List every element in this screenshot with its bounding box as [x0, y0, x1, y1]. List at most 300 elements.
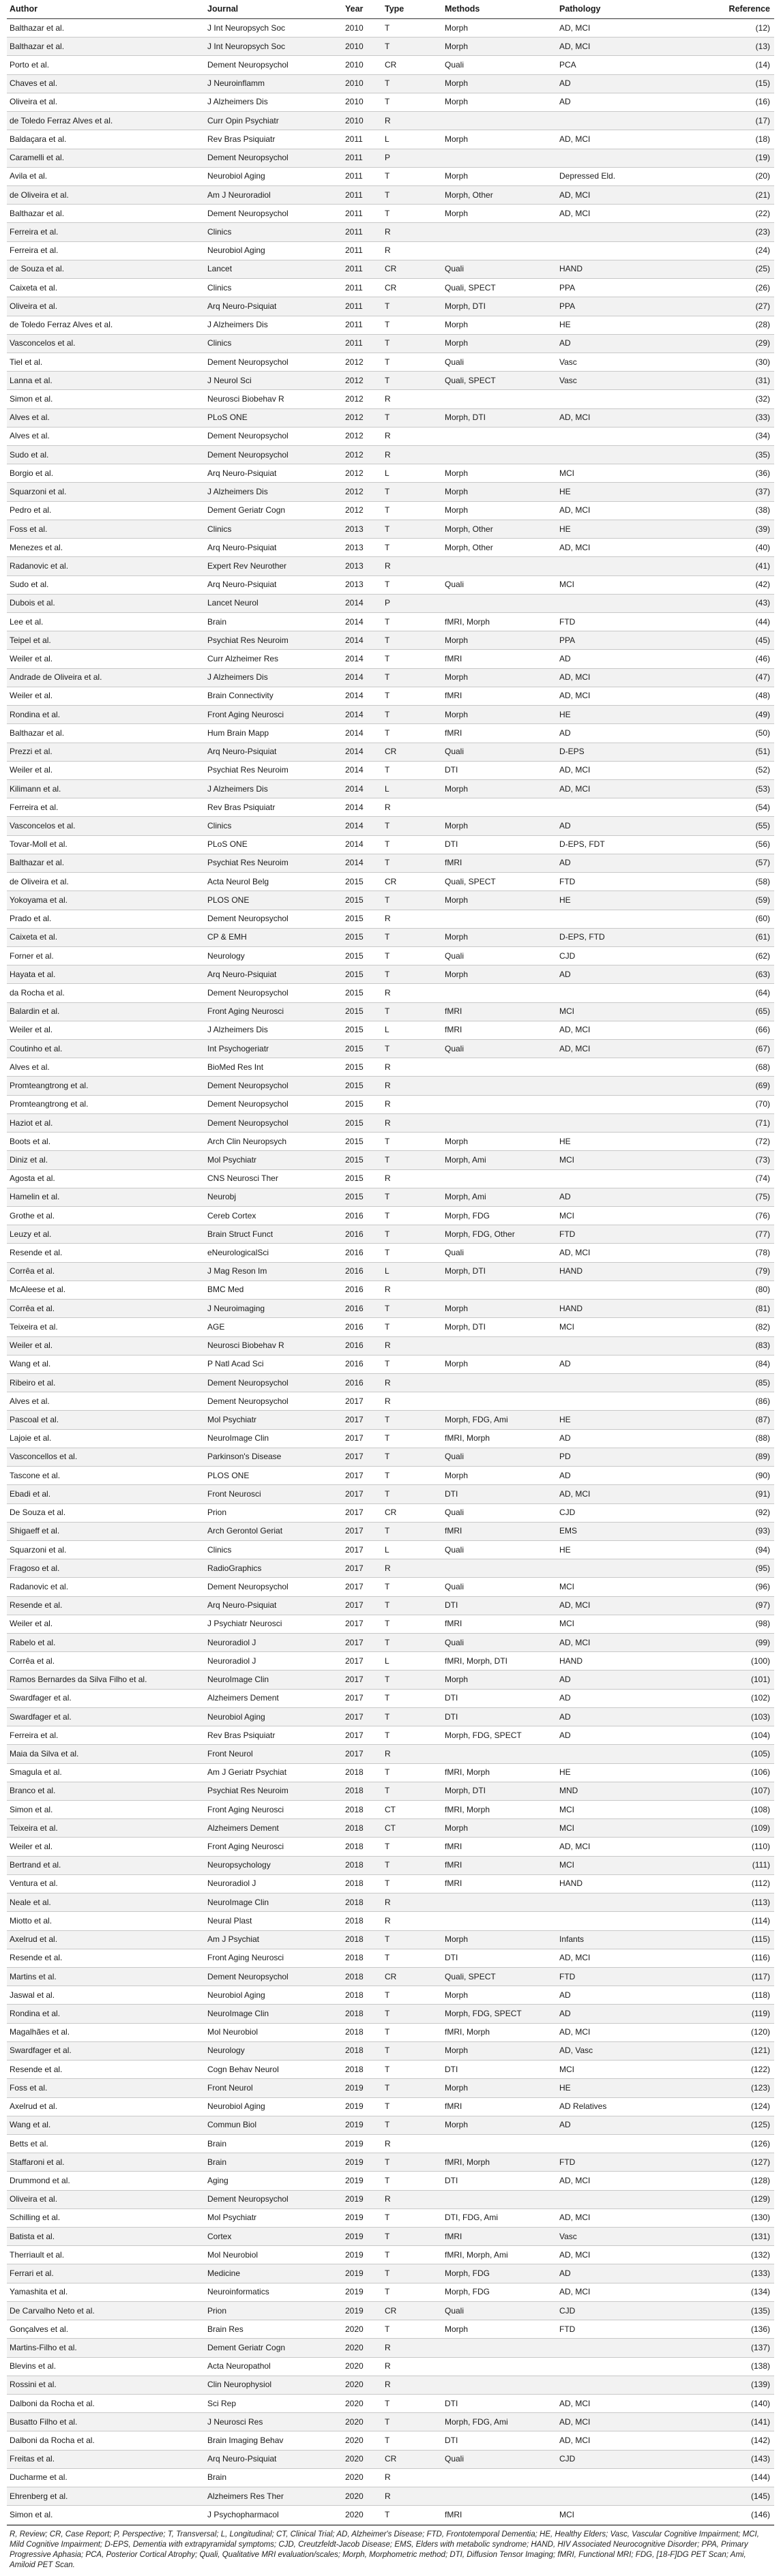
cell-author: Yamashita et al.: [7, 2283, 205, 2301]
cell-author: Agosta et al.: [7, 1169, 205, 1188]
cell-author: Swardfager et al.: [7, 2041, 205, 2060]
cell-reference: (77): [692, 1225, 774, 1244]
table-row: [7, 910, 774, 928]
cell-year: 2017: [342, 1467, 382, 1485]
table-row: [7, 297, 774, 316]
table-row: [7, 1726, 774, 1745]
cell-year: 2016: [342, 1244, 382, 1262]
cell-pathology: AD, MCI: [557, 1634, 692, 1652]
cell-type: CR: [382, 56, 442, 74]
cell-type: R: [382, 1745, 442, 1763]
cell-year: 2018: [342, 1819, 382, 1838]
table-row: [7, 2023, 774, 2041]
cell-author: Porto et al.: [7, 56, 205, 74]
cell-journal: CNS Neurosci Ther: [205, 1169, 342, 1188]
table-row: [7, 2283, 774, 2301]
cell-pathology: [557, 1280, 692, 1299]
cell-type: T: [382, 2395, 442, 2413]
cell-journal: PLOS ONE: [205, 1467, 342, 1485]
cell-year: 2019: [342, 2153, 382, 2172]
cell-reference: (129): [692, 2190, 774, 2208]
table-row: [7, 223, 774, 241]
cell-methods: Morph, FDG: [442, 1207, 557, 1225]
cell-journal: Front Aging Neurosci: [205, 1838, 342, 1856]
cell-author: Schilling et al.: [7, 2208, 205, 2227]
cell-journal: RadioGraphics: [205, 1559, 342, 1578]
cell-author: Borgio et al.: [7, 464, 205, 483]
cell-type: T: [382, 205, 442, 223]
cell-author: Grothe et al.: [7, 1207, 205, 1225]
cell-author: Ehrenberg et al.: [7, 2487, 205, 2506]
cell-year: 2011: [342, 316, 382, 334]
cell-methods: Morph: [442, 483, 557, 501]
cell-journal: Front Aging Neurosci: [205, 1801, 342, 1819]
cell-reference: (78): [692, 1244, 774, 1262]
cell-author: Weiler et al.: [7, 1838, 205, 1856]
table-row: [7, 2487, 774, 2506]
cell-reference: (57): [692, 854, 774, 872]
cell-year: 2016: [342, 1207, 382, 1225]
cell-author: Miotto et al.: [7, 1912, 205, 1930]
cell-author: De Souza et al.: [7, 1503, 205, 1522]
cell-methods: DTI: [442, 1689, 557, 1707]
table-row: [7, 2413, 774, 2431]
cell-type: T: [382, 1002, 442, 1021]
cell-methods: Morph: [442, 1671, 557, 1689]
cell-methods: DTI: [442, 1707, 557, 1726]
header-methods: Methods: [442, 0, 557, 19]
cell-reference: (24): [692, 241, 774, 260]
cell-pathology: [557, 112, 692, 130]
cell-author: Baldaçara et al.: [7, 130, 205, 149]
cell-reference: (132): [692, 2246, 774, 2264]
table-row: [7, 743, 774, 761]
cell-author: Ferreira et al.: [7, 798, 205, 817]
cell-year: 2019: [342, 2079, 382, 2097]
cell-journal: Neuroradiol J: [205, 1874, 342, 1893]
cell-year: 2017: [342, 1448, 382, 1466]
cell-reference: (83): [692, 1336, 774, 1355]
cell-author: Haziot et al.: [7, 1113, 205, 1132]
cell-year: 2019: [342, 2246, 382, 2264]
cell-author: Dubois et al.: [7, 594, 205, 612]
cell-author: Coutinho et al.: [7, 1040, 205, 1058]
cell-methods: [442, 1745, 557, 1763]
cell-type: T: [382, 1225, 442, 1244]
cell-pathology: AD, MCI: [557, 2413, 692, 2431]
cell-methods: Morph: [442, 668, 557, 687]
cell-type: T: [382, 1318, 442, 1336]
cell-reference: (104): [692, 1726, 774, 1745]
cell-pathology: MCI: [557, 1801, 692, 1819]
cell-year: 2015: [342, 1058, 382, 1077]
cell-methods: Morph: [442, 1930, 557, 1949]
cell-author: Freitas et al.: [7, 2450, 205, 2468]
cell-pathology: MCI: [557, 575, 692, 594]
cell-author: Vasconcelos et al.: [7, 817, 205, 835]
cell-journal: Neurobiol Aging: [205, 1707, 342, 1726]
cell-year: 2018: [342, 1930, 382, 1949]
cell-author: Squarzoni et al.: [7, 1540, 205, 1559]
cell-pathology: [557, 2134, 692, 2153]
cell-reference: (120): [692, 2023, 774, 2041]
cell-methods: [442, 1559, 557, 1578]
cell-reference: (72): [692, 1133, 774, 1151]
cell-year: 2012: [342, 501, 382, 520]
cell-journal: NeuroImage Clin: [205, 1671, 342, 1689]
cell-reference: (86): [692, 1392, 774, 1411]
cell-author: Foss et al.: [7, 2079, 205, 2097]
cell-type: L: [382, 779, 442, 798]
cell-author: Ducharme et al.: [7, 2468, 205, 2487]
cell-journal: NeuroImage Clin: [205, 2005, 342, 2023]
cell-pathology: HE: [557, 706, 692, 724]
cell-journal: Dement Neuropsychol: [205, 1392, 342, 1411]
cell-methods: Quali: [442, 2301, 557, 2320]
cell-journal: Brain Connectivity: [205, 687, 342, 705]
cell-year: 2017: [342, 1745, 382, 1763]
cell-year: 2015: [342, 965, 382, 984]
table-row: [7, 1801, 774, 1819]
cell-reference: (45): [692, 631, 774, 650]
cell-methods: Morph: [442, 93, 557, 111]
cell-type: T: [382, 520, 442, 538]
table-row: [7, 928, 774, 946]
cell-year: 2018: [342, 1949, 382, 1967]
table-row: [7, 854, 774, 872]
table-row: [7, 891, 774, 910]
cell-methods: Morph, DTI: [442, 1318, 557, 1336]
cell-reference: (124): [692, 2097, 774, 2116]
cell-type: T: [382, 1986, 442, 2005]
cell-author: Squarzoni et al.: [7, 483, 205, 501]
cell-type: P: [382, 594, 442, 612]
cell-reference: (59): [692, 891, 774, 910]
cell-reference: (87): [692, 1411, 774, 1429]
cell-year: 2016: [342, 1225, 382, 1244]
cell-type: T: [382, 613, 442, 631]
cell-reference: (62): [692, 946, 774, 965]
cell-pathology: AD, MCI: [557, 761, 692, 779]
table-row: [7, 372, 774, 390]
cell-author: Oliveira et al.: [7, 297, 205, 316]
table-row: [7, 241, 774, 260]
cell-methods: [442, 1912, 557, 1930]
cell-type: T: [382, 1207, 442, 1225]
cell-author: Shigaeff et al.: [7, 1522, 205, 1540]
cell-reference: (82): [692, 1318, 774, 1336]
cell-journal: J Int Neuropsych Soc: [205, 19, 342, 38]
cell-year: 2015: [342, 984, 382, 1002]
cell-type: T: [382, 353, 442, 371]
table-row: [7, 1021, 774, 1039]
cell-year: 2017: [342, 1392, 382, 1411]
cell-pathology: MCI: [557, 2506, 692, 2524]
cell-journal: Dement Neuropsychol: [205, 427, 342, 445]
cell-year: 2020: [342, 2320, 382, 2339]
cell-reference: (42): [692, 575, 774, 594]
cell-journal: Dement Neuropsychol: [205, 910, 342, 928]
cell-methods: Quali: [442, 353, 557, 371]
cell-type: T: [382, 2208, 442, 2227]
cell-year: 2011: [342, 223, 382, 241]
table-row: [7, 668, 774, 687]
cell-year: 2018: [342, 2005, 382, 2023]
cell-year: 2011: [342, 149, 382, 167]
cell-journal: Front Aging Neurosci: [205, 706, 342, 724]
cell-year: 2019: [342, 2264, 382, 2283]
cell-journal: Prion: [205, 2301, 342, 2320]
cell-type: T: [382, 2320, 442, 2339]
cell-pathology: MCI: [557, 1207, 692, 1225]
cell-year: 2011: [342, 130, 382, 149]
cell-journal: Neurobj: [205, 1188, 342, 1206]
cell-reference: (138): [692, 2357, 774, 2376]
cell-author: Lanna et al.: [7, 372, 205, 390]
cell-author: de Toledo Ferraz Alves et al.: [7, 316, 205, 334]
cell-reference: (36): [692, 464, 774, 483]
cell-reference: (146): [692, 2506, 774, 2524]
cell-year: 2018: [342, 2023, 382, 2041]
cell-pathology: AD, MCI: [557, 1596, 692, 1615]
cell-methods: [442, 223, 557, 241]
cell-journal: Rev Bras Psiquiatr: [205, 1726, 342, 1745]
cell-methods: Morph, FDG: [442, 2264, 557, 2283]
cell-year: 2013: [342, 539, 382, 557]
cell-pathology: [557, 1392, 692, 1411]
table-row: [7, 1689, 774, 1707]
cell-reference: (131): [692, 2228, 774, 2246]
cell-methods: Morph: [442, 1467, 557, 1485]
cell-reference: (17): [692, 112, 774, 130]
cell-reference: (51): [692, 743, 774, 761]
cell-author: Sudo et al.: [7, 575, 205, 594]
cell-methods: [442, 1095, 557, 1113]
table-row: [7, 2172, 774, 2190]
cell-author: Axelrud et al.: [7, 1930, 205, 1949]
cell-author: Caramelli et al.: [7, 149, 205, 167]
cell-methods: Morph: [442, 19, 557, 38]
cell-author: Magalhães et al.: [7, 2023, 205, 2041]
cell-year: 2018: [342, 1874, 382, 1893]
cell-methods: [442, 1373, 557, 1392]
table-row: [7, 501, 774, 520]
cell-type: T: [382, 2413, 442, 2431]
cell-journal: Dement Neuropsychol: [205, 205, 342, 223]
cell-journal: Neurology: [205, 2041, 342, 2060]
cell-pathology: [557, 798, 692, 817]
cell-reference: (27): [692, 297, 774, 316]
cell-year: 2015: [342, 1040, 382, 1058]
cell-year: 2012: [342, 390, 382, 408]
cell-pathology: CJD: [557, 946, 692, 965]
cell-reference: (118): [692, 1986, 774, 2005]
table-row: [7, 594, 774, 612]
cell-reference: (100): [692, 1652, 774, 1671]
cell-reference: (141): [692, 2413, 774, 2431]
cell-reference: (35): [692, 446, 774, 464]
cell-pathology: AD, MCI: [557, 2023, 692, 2041]
cell-journal: Arq Neuro-Psiquiat: [205, 464, 342, 483]
table-row: [7, 1745, 774, 1763]
cell-journal: Aging: [205, 2172, 342, 2190]
cell-methods: Morph: [442, 1133, 557, 1151]
table-row: [7, 1707, 774, 1726]
cell-reference: (125): [692, 2116, 774, 2134]
cell-pathology: MCI: [557, 1615, 692, 1633]
cell-reference: (71): [692, 1113, 774, 1132]
table-row: [7, 1503, 774, 1522]
cell-reference: (95): [692, 1559, 774, 1578]
cell-methods: Morph: [442, 706, 557, 724]
cell-author: Tovar-Moll et al.: [7, 835, 205, 854]
cell-reference: (48): [692, 687, 774, 705]
cell-methods: Quali: [442, 1040, 557, 1058]
cell-author: Batista et al.: [7, 2228, 205, 2246]
cell-reference: (21): [692, 185, 774, 204]
cell-year: 2019: [342, 2134, 382, 2153]
table-row: [7, 575, 774, 594]
cell-pathology: HE: [557, 1133, 692, 1151]
cell-year: 2012: [342, 483, 382, 501]
cell-methods: Quali: [442, 743, 557, 761]
cell-reference: (90): [692, 1467, 774, 1485]
cell-journal: Dement Neuropsychol: [205, 1373, 342, 1392]
table-row: [7, 2061, 774, 2079]
cell-methods: Morph: [442, 1355, 557, 1373]
cell-year: 2020: [342, 2339, 382, 2357]
cell-pathology: AD: [557, 1986, 692, 2005]
cell-pathology: FTD: [557, 873, 692, 891]
cell-type: R: [382, 2376, 442, 2394]
cell-reference: (96): [692, 1578, 774, 1596]
cell-year: 2018: [342, 1967, 382, 1986]
cell-journal: Neurobiol Aging: [205, 1986, 342, 2005]
cell-author: Weiler et al.: [7, 1021, 205, 1039]
cell-type: R: [382, 557, 442, 575]
cell-year: 2018: [342, 1893, 382, 1912]
cell-year: 2015: [342, 1021, 382, 1039]
table-row: [7, 260, 774, 278]
cell-methods: Morph, Ami: [442, 1151, 557, 1169]
cell-reference: (103): [692, 1707, 774, 1726]
table-row: [7, 779, 774, 798]
cell-journal: Dement Neuropsychol: [205, 1578, 342, 1596]
cell-author: Diniz et al.: [7, 1151, 205, 1169]
cell-type: CR: [382, 2301, 442, 2320]
cell-author: Corrêa et al.: [7, 1262, 205, 1280]
cell-reference: (134): [692, 2283, 774, 2301]
cell-journal: Neurobiol Aging: [205, 241, 342, 260]
cell-reference: (140): [692, 2395, 774, 2413]
cell-year: 2019: [342, 2190, 382, 2208]
cell-methods: fMRI: [442, 1874, 557, 1893]
cell-journal: Commun Biol: [205, 2116, 342, 2134]
cell-type: R: [382, 1280, 442, 1299]
cell-type: T: [382, 334, 442, 353]
cell-author: Axelrud et al.: [7, 2097, 205, 2116]
cell-reference: (127): [692, 2153, 774, 2172]
cell-journal: Brain: [205, 2468, 342, 2487]
cell-type: T: [382, 575, 442, 594]
table-row: [7, 1429, 774, 1448]
table-row: [7, 1300, 774, 1318]
cell-author: Chaves et al.: [7, 74, 205, 93]
cell-year: 2015: [342, 1151, 382, 1169]
cell-methods: [442, 1392, 557, 1411]
table-row: [7, 1077, 774, 1095]
cell-author: Balthazar et al.: [7, 19, 205, 38]
cell-journal: BioMed Res Int: [205, 1058, 342, 1077]
cell-pathology: AD, MCI: [557, 19, 692, 38]
cell-year: 2011: [342, 279, 382, 297]
cell-journal: Arch Gerontol Geriat: [205, 1522, 342, 1540]
cell-methods: Morph: [442, 928, 557, 946]
cell-author: Ferrari et al.: [7, 2264, 205, 2283]
cell-year: 2015: [342, 891, 382, 910]
table-row: [7, 946, 774, 965]
cell-year: 2013: [342, 557, 382, 575]
cell-reference: (114): [692, 1912, 774, 1930]
cell-author: Tascone et al.: [7, 1467, 205, 1485]
cell-pathology: AD: [557, 74, 692, 93]
table-row: [7, 2357, 774, 2376]
cell-reference: (84): [692, 1355, 774, 1373]
cell-reference: (70): [692, 1095, 774, 1113]
cell-reference: (52): [692, 761, 774, 779]
table-row: [7, 1262, 774, 1280]
cell-year: 2016: [342, 1373, 382, 1392]
cell-journal: Medicine: [205, 2264, 342, 2283]
cell-methods: [442, 446, 557, 464]
cell-journal: Prion: [205, 1503, 342, 1522]
cell-pathology: [557, 1169, 692, 1188]
cell-type: R: [382, 112, 442, 130]
cell-pathology: HE: [557, 483, 692, 501]
cell-type: T: [382, 2079, 442, 2097]
cell-methods: fMRI: [442, 2228, 557, 2246]
cell-year: 2015: [342, 910, 382, 928]
cell-pathology: AD, MCI: [557, 779, 692, 798]
cell-author: Andrade de Oliveira et al.: [7, 668, 205, 687]
cell-journal: J Alzheimers Dis: [205, 483, 342, 501]
table-row: [7, 93, 774, 111]
cell-reference: (37): [692, 483, 774, 501]
cell-methods: [442, 112, 557, 130]
cell-pathology: AD, MCI: [557, 1244, 692, 1262]
cell-journal: Psychiat Res Neuroim: [205, 761, 342, 779]
cell-journal: Neuroinformatics: [205, 2283, 342, 2301]
cell-journal: Am J Neuroradiol: [205, 185, 342, 204]
cell-methods: Morph: [442, 501, 557, 520]
cell-pathology: AD: [557, 1671, 692, 1689]
cell-type: T: [382, 668, 442, 687]
cell-journal: Expert Rev Neurother: [205, 557, 342, 575]
cell-type: T: [382, 316, 442, 334]
cell-pathology: AD, MCI: [557, 687, 692, 705]
cell-pathology: AD: [557, 965, 692, 984]
cell-methods: Morph: [442, 464, 557, 483]
cell-type: T: [382, 1151, 442, 1169]
cell-methods: Quali: [442, 946, 557, 965]
table-row: [7, 798, 774, 817]
cell-author: Leuzy et al.: [7, 1225, 205, 1244]
cell-pathology: FTD: [557, 1225, 692, 1244]
table-row: [7, 205, 774, 223]
cell-pathology: AD, MCI: [557, 539, 692, 557]
cell-methods: Morph: [442, 334, 557, 353]
cell-methods: [442, 427, 557, 445]
